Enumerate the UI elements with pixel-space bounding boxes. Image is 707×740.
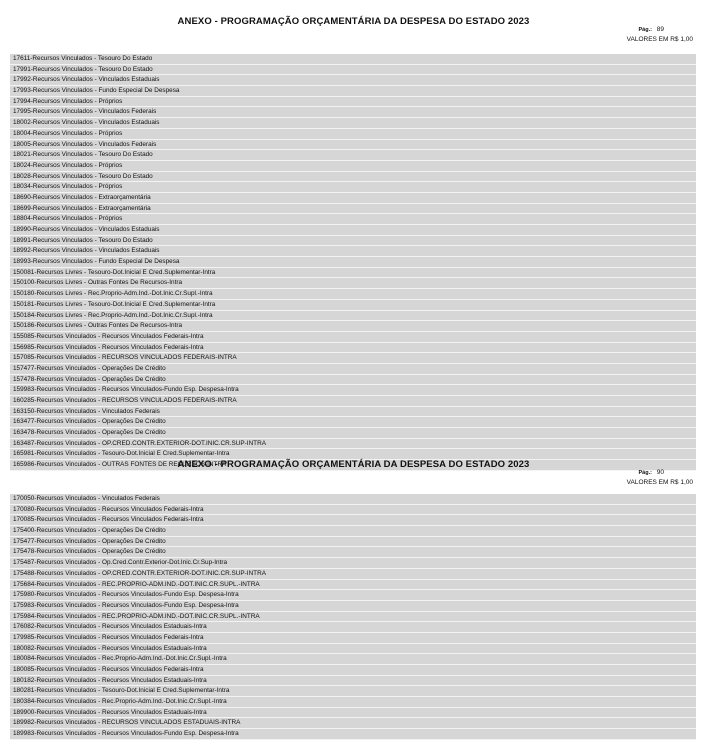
- table-row: 17993-Recursos Vinculados - Fundo Especial De Despesa: [10, 86, 696, 97]
- page-title: ANEXO - PROGRAMAÇÃO ORÇAMENTÁRIA DA DESPESA DO ESTADO 2023: [177, 459, 530, 470]
- table-row: 160285-Recursos Vinculados - RECURSOS VINCULADOS FEDERAIS-INTRA: [10, 396, 696, 407]
- values-note: VALORES EM R$ 1,00: [626, 479, 693, 486]
- source-list: [10, 54, 696, 471]
- table-row: 189982-Recursos Vinculados - RECURSOS VINCULADOS ESTADUAIS-INTRA: [10, 718, 696, 729]
- table-row: 189983-Recursos Vinculados - Recursos Vinculados-Fundo Esp. Despesa-Intra: [10, 729, 696, 740]
- table-row: 150180-Recursos Livres - Rec.Proprio-Adm.Ind.-Dot.Inic.Cr.Supl.-Intra: [10, 289, 696, 300]
- table-row: 175487-Recursos Vinculados - Op.Cred.Contr.Exterior-Dot.Inic.Cr.Sup-Intra: [10, 558, 696, 569]
- table-row: 18990-Recursos Vinculados - Vinculados Estaduais: [10, 225, 696, 236]
- page-number-label: [639, 26, 665, 33]
- table-row: 175488-Recursos Vinculados - OP.CRED.CONTR.EXTERIOR-DOT.INIC.CR.SUP-INTRA: [10, 569, 696, 580]
- table-row: 17991-Recursos Vinculados - Tesouro Do Estado: [10, 65, 696, 76]
- table-row: 180281-Recursos Vinculados - Tesouro-Dot.Inicial E Cred.Suplementar-Intra: [10, 686, 696, 697]
- table-row: 18699-Recursos Vinculados - Extraorçamentária: [10, 204, 696, 215]
- values-note: VALORES EM R$ 1,00: [626, 36, 693, 43]
- page-number: 89: [656, 26, 664, 33]
- table-row: 150186-Recursos Livres - Outras Fontes De Recursos-Intra: [10, 321, 696, 332]
- table-row: 175983-Recursos Vinculados - Recursos Vinculados-Fundo Esp. Despesa-Intra: [10, 601, 696, 612]
- table-row: 155085-Recursos Vinculados - Recursos Vinculados Federais-Intra: [10, 332, 696, 343]
- source-list: [10, 494, 696, 740]
- table-row: 180085-Recursos Vinculados - Recursos Vinculados Federais-Intra: [10, 665, 696, 676]
- table-row: 163478-Recursos Vinculados - Operações De Crédito: [10, 428, 696, 439]
- page-title: ANEXO - PROGRAMAÇÃO ORÇAMENTÁRIA DA DESPESA DO ESTADO 2023: [177, 16, 530, 27]
- table-row: 175477-Recursos Vinculados - Operações De Crédito: [10, 537, 696, 548]
- table-row: 18993-Recursos Vinculados - Fundo Especial De Despesa: [10, 257, 696, 268]
- table-row: 18024-Recursos Vinculados - Próprios: [10, 161, 696, 172]
- table-row: 180182-Recursos Vinculados - Recursos Vinculados Estaduais-Intra: [10, 676, 696, 687]
- table-row: 180082-Recursos Vinculados - Recursos Vinculados Estaduais-Intra: [10, 644, 696, 655]
- table-row: 18991-Recursos Vinculados - Tesouro Do Estado: [10, 236, 696, 247]
- table-row: 150081-Recursos Livres - Tesouro-Dot.Inicial E Cred.Suplementar-Intra: [10, 268, 696, 279]
- table-row: 18005-Recursos Vinculados - Vinculados Federais: [10, 140, 696, 151]
- table-row: 18992-Recursos Vinculados - Vinculados Estaduais: [10, 246, 696, 257]
- table-row: 18804-Recursos Vinculados - Próprios: [10, 214, 696, 225]
- table-row: 157478-Recursos Vinculados - Operações De Crédito: [10, 375, 696, 386]
- table-row: 170080-Recursos Vinculados - Recursos Vinculados Federais-Intra: [10, 505, 696, 516]
- table-row: 18034-Recursos Vinculados - Próprios: [10, 182, 696, 193]
- table-row: 157477-Recursos Vinculados - Operações De Crédito: [10, 364, 696, 375]
- table-row: 18028-Recursos Vinculados - Tesouro Do Estado: [10, 172, 696, 183]
- table-row: 18002-Recursos Vinculados - Vinculados Estaduais: [10, 118, 696, 129]
- table-row: 170085-Recursos Vinculados - Recursos Vinculados Federais-Intra: [10, 515, 696, 526]
- table-row: 180084-Recursos Vinculados - Rec.Proprio-Adm.Ind.-Dot.Inic.Cr.Supl.-Intra: [10, 654, 696, 665]
- table-row: 163477-Recursos Vinculados - Operações De Crédito: [10, 417, 696, 428]
- table-row: 157085-Recursos Vinculados - RECURSOS VINCULADOS FEDERAIS-INTRA: [10, 353, 696, 364]
- table-row: 189900-Recursos Vinculados - Recursos Vinculados Estaduais-Intra: [10, 708, 696, 719]
- table-row: 170050-Recursos Vinculados - Vinculados Federais: [10, 494, 696, 505]
- table-row: 163487-Recursos Vinculados - OP.CRED.CONTR.EXTERIOR-DOT.INIC.CR.SUP-INTRA: [10, 439, 696, 450]
- table-row: 17995-Recursos Vinculados - Vinculados Federais: [10, 107, 696, 118]
- table-row: 156985-Recursos Vinculados - Recursos Vinculados Federais-Intra: [10, 343, 696, 354]
- table-row: 180384-Recursos Vinculados - Rec.Proprio-Adm.Ind.-Dot.Inic.Cr.Supl.-Intra: [10, 697, 696, 708]
- table-row: 175980-Recursos Vinculados - Recursos Vinculados-Fundo Esp. Despesa-Intra: [10, 590, 696, 601]
- page-number: 90: [656, 469, 664, 476]
- page-number-label: [639, 469, 665, 476]
- table-row: 175984-Recursos Vinculados - REC.PROPRIO-ADM.IND.-DOT.INIC.CR.SUPL.-INTRA: [10, 612, 696, 623]
- table-row: 150181-Recursos Livres - Tesouro-Dot.Inicial E Cred.Suplementar-Intra: [10, 300, 696, 311]
- table-row: 165981-Recursos Vinculados - Tesouro-Dot.Inicial E Cred.Suplementar-Intra: [10, 449, 696, 460]
- table-row: 18021-Recursos Vinculados - Tesouro Do Estado: [10, 150, 696, 161]
- table-row: 163150-Recursos Vinculados - Vinculados Federais: [10, 407, 696, 418]
- table-row: 17994-Recursos Vinculados - Próprios: [10, 97, 696, 108]
- table-row: 159983-Recursos Vinculados - Recursos Vinculados-Fundo Esp. Despesa-Intra: [10, 385, 696, 396]
- table-row: 17992-Recursos Vinculados - Vinculados Estaduais: [10, 75, 696, 86]
- table-row: 18690-Recursos Vinculados - Extraorçamentária: [10, 193, 696, 204]
- page-label: Pág.:: [638, 470, 652, 476]
- table-row: 175684-Recursos Vinculados - REC.PROPRIO-ADM.IND.-DOT.INIC.CR.SUPL.-INTRA: [10, 580, 696, 591]
- table-row: 176082-Recursos Vinculados - Recursos Vinculados Estaduais-Intra: [10, 622, 696, 633]
- table-row: 150184-Recursos Livres - Rec.Proprio-Adm.Ind.-Dot.Inic.Cr.Supl.-Intra: [10, 311, 696, 322]
- table-row: 175478-Recursos Vinculados - Operações De Crédito: [10, 547, 696, 558]
- table-row: 179985-Recursos Vinculados - Recursos Vinculados Federais-Intra: [10, 633, 696, 644]
- table-row: 165986-Recursos Vinculados - OUTRAS FONTES DE RECURSOS-INTRA: [10, 460, 696, 471]
- page-label: Pág.:: [638, 27, 652, 33]
- table-row: 150100-Recursos Livres - Outras Fontes De Recursos-Intra: [10, 278, 696, 289]
- table-row: 18004-Recursos Vinculados - Próprios: [10, 129, 696, 140]
- table-row: 175400-Recursos Vinculados - Operações De Crédito: [10, 526, 696, 537]
- table-row: 17611-Recursos Vinculados - Tesouro Do Estado: [10, 54, 696, 65]
